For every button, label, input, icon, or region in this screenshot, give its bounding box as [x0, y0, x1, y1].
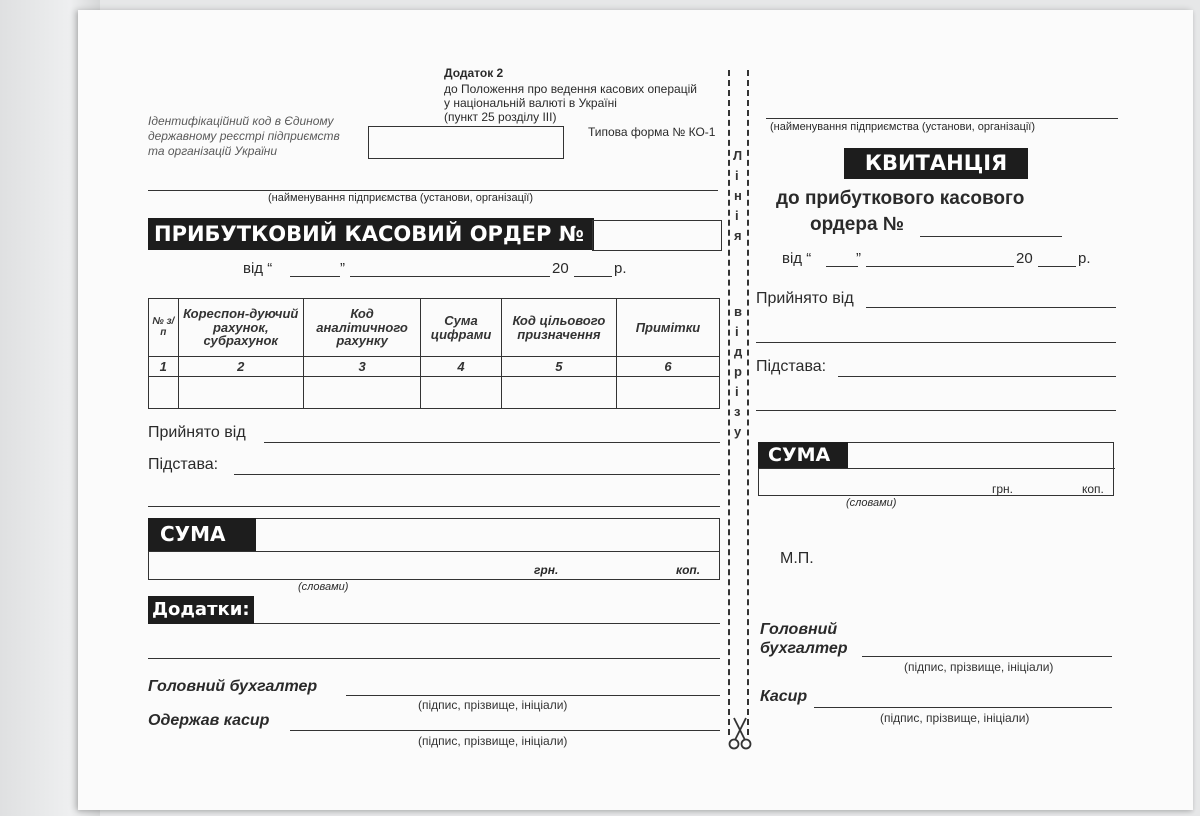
- cut-letter: д: [734, 344, 743, 359]
- company-name-line[interactable]: [148, 190, 718, 191]
- kop-label: коп.: [676, 563, 701, 577]
- scissors-icon: [728, 716, 752, 752]
- receipt-date-month-line[interactable]: [866, 266, 1014, 267]
- receipt-title: КВИТАНЦІЯ: [844, 148, 1028, 179]
- cashier-sign-caption: (підпис, прізвище, ініціали): [418, 734, 568, 748]
- receipt-company-line[interactable]: [766, 118, 1118, 119]
- receipt-basis-line[interactable]: [838, 376, 1116, 377]
- chief-accountant-sign-line[interactable]: [346, 695, 720, 696]
- header-cell: Примітки: [616, 299, 719, 357]
- input-cell[interactable]: [149, 377, 179, 409]
- order-table: [148, 298, 720, 409]
- input-cell[interactable]: [178, 377, 303, 409]
- cut-letter: в: [734, 304, 742, 319]
- table-number-row: [149, 357, 720, 377]
- sum-label: СУМА: [148, 518, 256, 551]
- receipt-cashier-sign-line[interactable]: [814, 707, 1112, 708]
- received-from-label: Прийнято від: [148, 424, 246, 441]
- line-letter: і: [735, 208, 739, 223]
- uah-label: грн.: [534, 563, 559, 577]
- header-cell: Код цільового призначення: [501, 299, 616, 357]
- receipt-cashier-label: Касир: [760, 688, 808, 705]
- receipt-date-close-quote: ”: [856, 250, 861, 267]
- receipt-basis: Підстава:: [756, 358, 827, 375]
- appendix-line-1: до Положення про ведення касових операцій: [444, 82, 697, 96]
- receipt-received-from: Прийнято від: [756, 290, 854, 307]
- number-cell: 4: [421, 357, 502, 377]
- in-words-caption: (словами): [298, 581, 349, 593]
- receipt-date-year-line[interactable]: [1038, 266, 1076, 267]
- receipt-chief-line-1: Головний: [760, 621, 838, 638]
- number-cell: 6: [616, 357, 719, 377]
- cashier-sign-line[interactable]: [290, 730, 720, 731]
- receipt-chief-sign-line[interactable]: [862, 656, 1112, 657]
- appendix-line-2: у національній валюті в Україні: [444, 96, 617, 110]
- date-close-quote: ”: [340, 260, 345, 277]
- date-month-line[interactable]: [350, 276, 550, 277]
- order-title: ПРИБУТКОВИЙ КАСОВИЙ ОРДЕР №: [148, 218, 594, 250]
- standard-form-label: Типова форма № КО-1: [588, 125, 716, 139]
- company-caption: (найменування підприємства (установи, організації): [268, 192, 534, 204]
- receipt-company-caption: (найменування підприємства (установи, організації): [770, 121, 1036, 133]
- table-input-row[interactable]: [149, 377, 720, 409]
- id-code-label: [148, 114, 340, 159]
- attachments-line-2[interactable]: [148, 658, 720, 659]
- received-from-line[interactable]: [264, 442, 720, 443]
- receipt-sum-label: СУМА: [758, 442, 848, 468]
- receipt-sum-divider: [758, 468, 1115, 469]
- cut-letter: у: [734, 424, 742, 439]
- line-letter: і: [735, 168, 739, 183]
- cut-letter: з: [734, 404, 741, 419]
- receipt-chief-line-2: бухгалтер: [760, 640, 848, 657]
- receipt-uah-label: грн.: [992, 482, 1014, 496]
- header-cell: № з/п: [149, 299, 179, 357]
- cut-letter: і: [735, 324, 739, 339]
- order-number-input[interactable]: [592, 220, 722, 251]
- receipt-date-suffix: р.: [1078, 250, 1091, 267]
- input-cell[interactable]: [421, 377, 502, 409]
- attachments-line[interactable]: [254, 623, 720, 624]
- receipt-subtitle-2: ордера №: [810, 214, 904, 235]
- receipt-date-open-quote: “: [806, 250, 812, 267]
- receipt-chief-sign-caption: (підпис, прізвище, ініціали): [904, 660, 1054, 674]
- attachments-label: Додатки:: [148, 596, 254, 624]
- receipt-received-line-2[interactable]: [756, 342, 1116, 343]
- receipt-subtitle-1: до прибуткового касового: [776, 188, 1025, 209]
- appendix-line-3: (пункт 25 розділу III): [444, 110, 557, 124]
- date-open-quote: “: [267, 260, 273, 277]
- cut-line-left: [728, 70, 730, 735]
- receipt-chief-label: [760, 620, 848, 658]
- line-letter: Л: [733, 148, 743, 163]
- date-suffix: р.: [614, 260, 627, 277]
- appendix-title: Додаток 2: [444, 66, 504, 80]
- input-cell[interactable]: [616, 377, 719, 409]
- input-cell[interactable]: [501, 377, 616, 409]
- header-cell: Код аналітичного рахунку: [303, 299, 420, 357]
- receipt-date-from: від: [782, 250, 803, 267]
- line-letter: я: [734, 228, 742, 243]
- receipt-date: [782, 250, 811, 267]
- cashier-received-label: Одержав касир: [148, 712, 270, 729]
- input-cell[interactable]: [303, 377, 420, 409]
- receipt-in-words: (словами): [846, 497, 897, 509]
- receipt-date-year: 20: [1016, 250, 1033, 267]
- line-letter: н: [734, 188, 742, 203]
- date-day-line[interactable]: [290, 276, 340, 277]
- number-cell: 3: [303, 357, 420, 377]
- number-cell: 1: [149, 357, 179, 377]
- receipt-basis-line-2[interactable]: [756, 410, 1116, 411]
- number-cell: 2: [178, 357, 303, 377]
- receipt-received-line[interactable]: [866, 307, 1116, 308]
- id-code-line-1: Ідентифікаційний код в Єдиному: [148, 114, 334, 128]
- chief-accountant-label: Головний бухгалтер: [148, 678, 318, 695]
- table-header-row: [149, 299, 720, 357]
- cut-letter: і: [735, 384, 739, 399]
- order-date: [243, 260, 272, 277]
- cut-letter: р: [734, 364, 742, 379]
- appendix-text: [444, 82, 697, 124]
- basis-line-2[interactable]: [148, 506, 720, 507]
- header-cell: Кореспон-дуючий рахунок, субрахунок: [178, 299, 303, 357]
- date-year-line[interactable]: [574, 276, 612, 277]
- chief-sign-caption: (підпис, прізвище, ініціали): [418, 698, 568, 712]
- basis-line[interactable]: [234, 474, 720, 475]
- receipt-number-line[interactable]: [920, 236, 1062, 237]
- date-from-label: від: [243, 260, 264, 277]
- stamp-label: М.П.: [780, 550, 814, 567]
- number-cell: 5: [501, 357, 616, 377]
- header-cell: Сума цифрами: [421, 299, 502, 357]
- receipt-date-day-line[interactable]: [826, 266, 858, 267]
- receipt-kop-label: коп.: [1082, 482, 1104, 496]
- id-code-input[interactable]: [368, 126, 564, 159]
- basis-label: Підстава:: [148, 456, 219, 473]
- sum-divider: [148, 551, 720, 552]
- date-year-label: 20: [552, 260, 569, 277]
- form-sheet: [78, 10, 1193, 810]
- id-code-line-2: державному реєстрі підприємств: [148, 129, 340, 143]
- cut-line-right: [747, 70, 749, 735]
- receipt-cashier-sign-caption: (підпис, прізвище, ініціали): [880, 711, 1030, 725]
- id-code-line-3: та організацій України: [148, 144, 278, 158]
